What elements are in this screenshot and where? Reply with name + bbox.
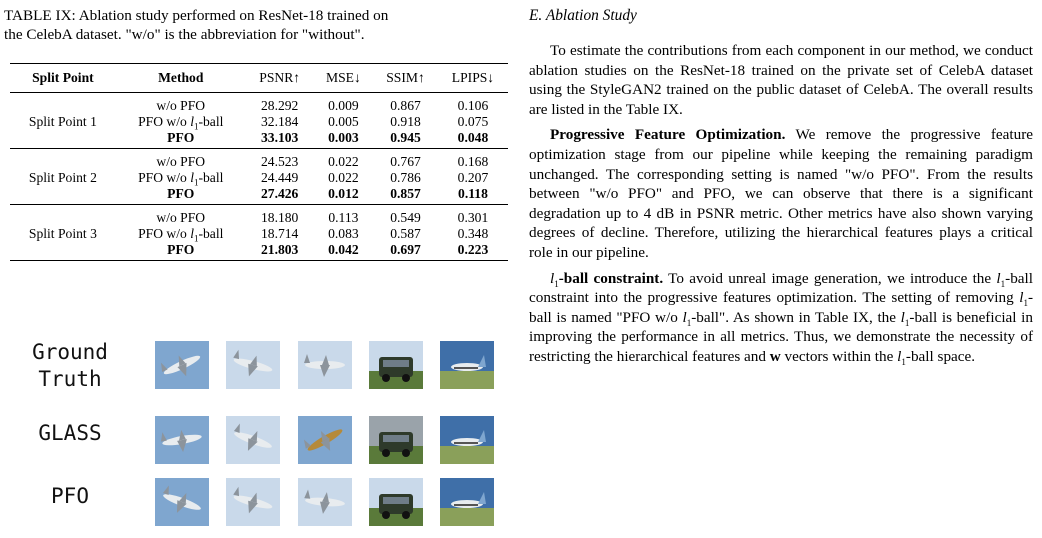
ablation-table [10, 63, 508, 261]
left-column [4, 6, 512, 44]
reconstruction-thumbnail [440, 416, 494, 464]
split-point-cell: Split Point 2 [28, 169, 97, 185]
paragraph-pfo [529, 125, 1033, 262]
paragraph-pfo-heading: Progressive Feature Optimization. [550, 126, 786, 144]
method-text: w/o PFO [156, 209, 206, 225]
l1-subscript: 1 [904, 317, 910, 328]
reconstruction-thumbnail [298, 416, 352, 464]
split-point-cell: Split Point 3 [28, 225, 97, 241]
row-label-truth: Truth [38, 367, 102, 391]
split-point-cell-empty [10, 129, 116, 149]
reconstruction-thumbnail [226, 341, 280, 389]
l1-subscript: 1 [1023, 298, 1028, 309]
ssim-cell: 0.697 [390, 241, 421, 257]
table-row [10, 113, 508, 129]
reconstruction-thumbnail [155, 416, 209, 464]
method-text: PFO [167, 185, 195, 201]
reconstruction-thumbnail [298, 478, 352, 526]
row-label-ground: Ground [32, 340, 108, 364]
psnr-cell: 32.184 [260, 113, 299, 129]
mse-cell: 0.009 [328, 97, 359, 113]
method-text: PFO w/o [138, 225, 191, 241]
l1-symbol: l [1019, 289, 1024, 307]
row-label-pfo: PFO [51, 484, 89, 508]
reconstruction-thumbnail [369, 416, 423, 464]
reconstruction-figure [0, 333, 508, 533]
psnr-cell: 28.292 [260, 97, 299, 113]
l1-subscript: 1 [193, 121, 199, 132]
lpips-cell: 0.118 [458, 185, 488, 201]
reconstruction-thumbnail [226, 416, 280, 464]
method-cell [116, 241, 246, 261]
split-point-cell-empty [10, 93, 116, 114]
l1-symbol: l [190, 113, 194, 129]
mse-cell: 0.083 [328, 225, 359, 241]
psnr-cell: 21.803 [260, 241, 299, 257]
table-group-split-2 [10, 149, 508, 205]
reconstruction-thumbnail [369, 478, 423, 526]
lpips-cell: 0.223 [457, 241, 489, 257]
psnr-cell: 24.523 [260, 153, 299, 169]
reconstruction-thumbnail [155, 341, 209, 389]
l1-symbol: l [550, 269, 555, 287]
table-header-row [10, 64, 508, 93]
paragraph-pfo-body: We remove the progressive feature optimization stage from our pipeline while keeping the remaining paradigm unchanged. The corresponding setting is named "w/o PFO". From the results between "w/o PFO" and PFO, we can observe that there is a significant degradation up to 4 dB in PSNR metric. Other metrics have also shown varying degrees of decline. Therefore, utilizing the hierarchical features plays a critical role in our pipeline. [529, 126, 1034, 261]
mse-cell: 0.022 [328, 169, 359, 185]
table-group-split-1 [10, 93, 508, 149]
l1-subscript: 1 [554, 278, 559, 289]
row-label-glass: GLASS [38, 421, 102, 445]
psnr-cell: 18.714 [260, 225, 299, 241]
l1-subscript: 1 [686, 317, 692, 328]
method-cell [116, 225, 246, 244]
l1-symbol: l [996, 269, 1001, 287]
mse-cell: 0.012 [328, 185, 359, 201]
table-group-split-3 [10, 205, 508, 261]
mse-cell: 0.022 [328, 153, 359, 169]
method-suffix: -ball [198, 113, 224, 129]
method-cell [116, 149, 246, 170]
lpips-cell: 0.348 [457, 225, 489, 241]
ssim-cell: 0.918 [390, 113, 421, 129]
reconstruction-thumbnail [298, 341, 352, 389]
l1-symbol: l [900, 308, 905, 326]
psnr-cell: 24.449 [260, 169, 299, 185]
mse-cell: 0.005 [328, 113, 359, 129]
l1-text-d: -ball". As shown in Table IX, the [691, 308, 901, 326]
method-cell [116, 169, 246, 188]
ssim-cell: 0.867 [390, 97, 421, 113]
reconstruction-thumbnail [369, 341, 423, 389]
method-text: PFO [167, 129, 195, 145]
paragraph-l1-heading: -ball constraint. [558, 269, 664, 287]
caption-line-2: the CelebA dataset. "w/o" is the abbreviation for "without". [4, 26, 365, 43]
method-cell [116, 205, 246, 226]
mse-cell: 0.042 [328, 241, 359, 257]
mse-cell: 0.003 [328, 129, 359, 145]
l1-subscript: 1 [1000, 278, 1006, 289]
lpips-cell: 0.075 [457, 113, 489, 129]
l1-symbol: l [190, 169, 194, 185]
l1-text-c: -ball is named "PFO w/o [529, 289, 1033, 326]
split-point-cell-empty [10, 241, 116, 261]
paragraph-l1-ball [529, 269, 1033, 367]
lpips-cell: 0.207 [457, 169, 489, 185]
l1-subscript: 1 [193, 177, 199, 188]
reconstruction-thumbnail [155, 478, 209, 526]
lpips-cell: 0.301 [457, 209, 489, 225]
l1-symbol: l [682, 308, 687, 326]
l1-text-e: -ball is beneficial in improving the performance in all metrics. Thus, we demonstrate the necessity of restricting the hierarchical features and [529, 308, 1033, 365]
psnr-cell: 18.180 [260, 209, 299, 225]
psnr-cell: 27.426 [260, 185, 299, 201]
row-label-ground-truth [0, 339, 140, 393]
table-row [10, 225, 508, 241]
method-text: w/o PFO [156, 153, 206, 169]
l1-subscript: 1 [901, 356, 906, 367]
l1-text-b: -ball constraint into the progressive features optimization. The setting of removing [529, 269, 1033, 307]
table-row [10, 93, 508, 114]
split-point-cell-empty [10, 185, 116, 205]
l1-text-f: vectors within the [780, 347, 898, 365]
table-row [10, 185, 508, 205]
reconstruction-thumbnail [440, 478, 494, 526]
reconstruction-thumbnail [226, 478, 280, 526]
lpips-cell: 0.106 [457, 97, 489, 113]
method-text: PFO w/o [138, 169, 191, 185]
header-ssim: SSIM↑ [386, 70, 425, 85]
lpips-cell: 0.168 [457, 153, 489, 169]
l1-symbol: l [190, 225, 194, 241]
split-point-cell: Split Point 1 [28, 113, 97, 129]
header-lpips: LPIPS↓ [451, 70, 495, 85]
table-caption [4, 6, 512, 44]
method-suffix: -ball [198, 225, 224, 241]
l1-subscript: 1 [193, 233, 199, 244]
right-column [529, 6, 1033, 373]
method-suffix: -ball [198, 169, 224, 185]
table-row [10, 205, 508, 226]
table-row [10, 149, 508, 170]
caption-line-1: TABLE IX: Ablation study performed on ResNet-18 trained on [4, 7, 389, 24]
method-text: PFO w/o [138, 113, 191, 129]
header-psnr: PSNR↑ [259, 70, 301, 85]
paragraph-intro: To estimate the contributions from each component in our method, we conduct ablation studies on the ResNet-18 trained on the private set of CelebA dataset using the StyleGAN2 trained on the public dataset of CelebA. The overall results are listed in the Table IX. [529, 42, 1033, 118]
w-vector-symbol: w [769, 347, 781, 365]
ssim-cell: 0.945 [390, 129, 421, 145]
l1-symbol: l [897, 347, 902, 365]
split-point-cell-empty [10, 149, 116, 170]
ssim-cell: 0.786 [390, 169, 421, 185]
l1-text-a: To avoid unreal image generation, we introduce the [663, 269, 997, 287]
table-row [10, 241, 508, 261]
l1-text-g: -ball space. [905, 347, 976, 365]
table-row [10, 129, 508, 149]
mse-cell: 0.113 [328, 209, 359, 225]
section-title: E. Ablation Study [529, 7, 637, 24]
method-cell [116, 185, 246, 205]
split-point-cell-empty [10, 205, 116, 226]
header-split-point: Split Point [32, 70, 94, 85]
ssim-cell: 0.857 [390, 185, 421, 201]
table-row [10, 169, 508, 185]
method-cell [116, 113, 246, 132]
ssim-cell: 0.587 [390, 225, 421, 241]
reconstruction-thumbnail [440, 341, 494, 389]
lpips-cell: 0.048 [457, 129, 489, 145]
method-text: PFO [167, 241, 195, 257]
method-cell [116, 129, 246, 149]
method-cell [116, 93, 246, 114]
header-mse: MSE↓ [326, 70, 361, 85]
psnr-cell: 33.103 [260, 129, 299, 145]
method-text: w/o PFO [156, 97, 206, 113]
ssim-cell: 0.549 [390, 209, 421, 225]
header-method: Method [158, 70, 204, 85]
ssim-cell: 0.767 [390, 153, 421, 169]
